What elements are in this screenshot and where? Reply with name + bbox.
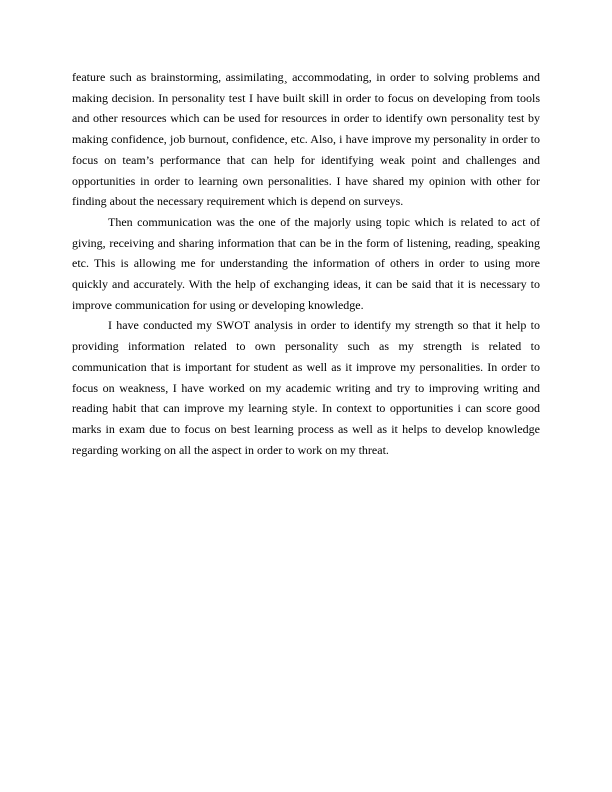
paragraph-personality: feature such as brainstorming, assimilating¸ accommodating, in order to solving problems and making decision. In personality test I have built skill in order to focus on developing from tools and other resources which can be used for resources in order to identify own personality test by making confidence, job burnout, confidence, etc. Also, i have improve my personality in order to focus on team’s performance that can help for identifying weak point and challenges and opportunities in order to learning own personalities. I have shared my opinion with other for finding about the necessary requirement which is depend on surveys. xyxy=(72,70,540,209)
document-body xyxy=(72,67,540,460)
paragraph-swot-analysis: I have conducted my SWOT analysis in order to identify my strength so that it help to providing information related to own personality such as my strength is related to communication that is important for student as well as it improve my personalities. In order to focus on weakness, I have worked on my academic writing and try to improving writing and reading habit that can improve my learning style. In context to opportunities i can score good marks in exam due to focus on best learning process as well as it helps to develop knowledge regarding working on all the aspect in order to work on my threat. xyxy=(72,318,540,457)
paragraph-communication: Then communication was the one of the majorly using topic which is related to act of giving, receiving and sharing information that can be in the form of listening, reading, speaking etc. This is allowing me for understanding the information of others in order to using more quickly and accurately. With the help of exchanging ideas, it can be said that it is necessary to improve communication for using or developing knowledge. xyxy=(72,214,540,312)
